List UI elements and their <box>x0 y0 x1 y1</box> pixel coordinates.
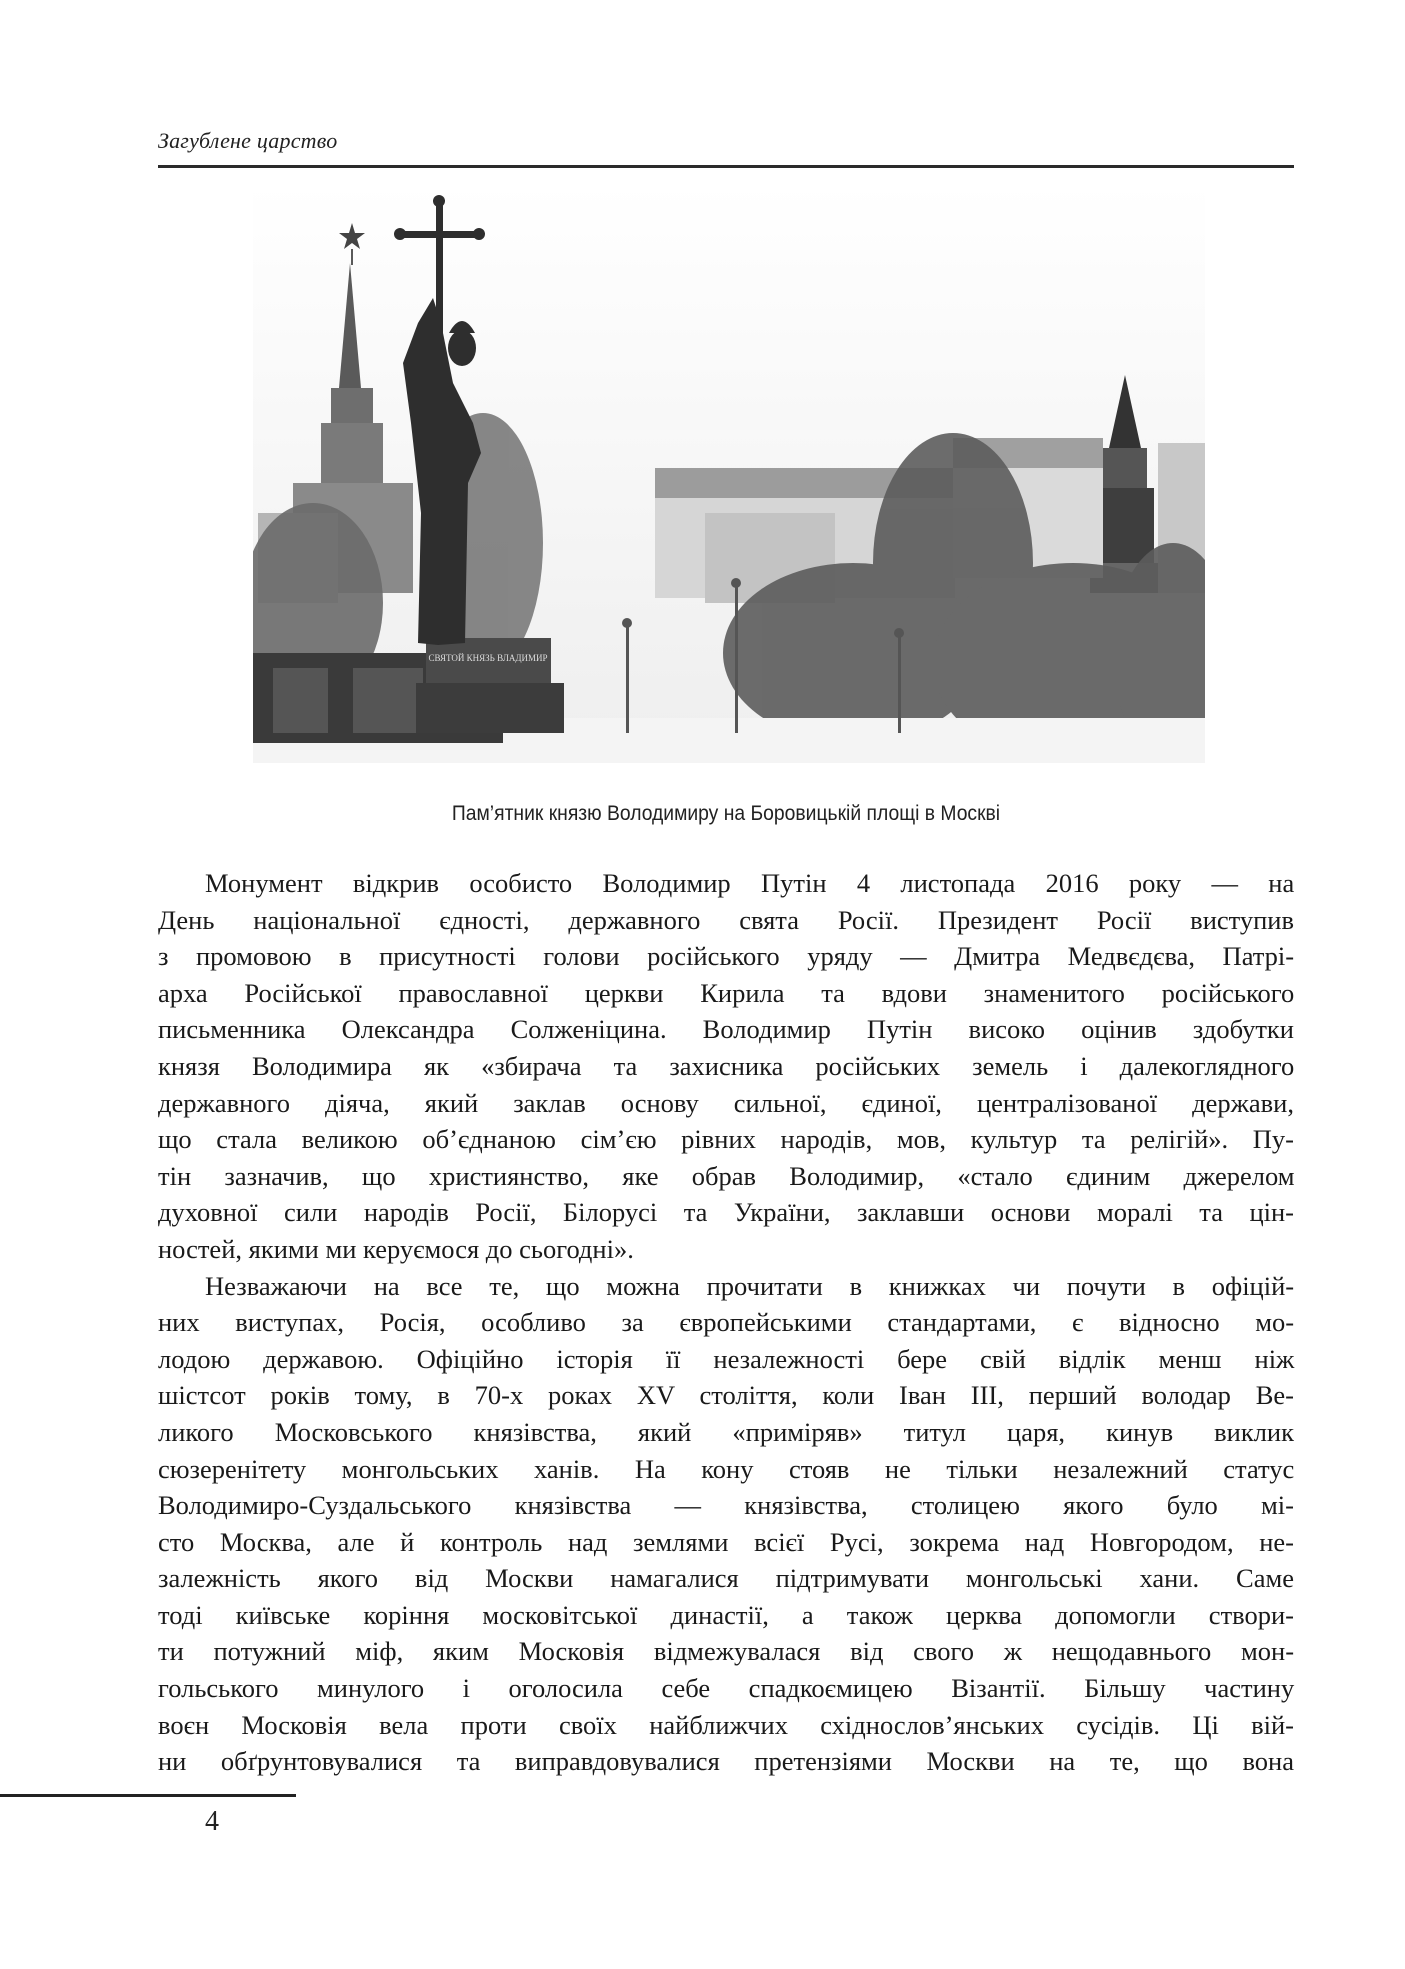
paragraph-1 <box>158 865 1294 1268</box>
footer-rule <box>0 1794 296 1797</box>
text-line: арха Російської православної церкви Кирила та вдови знаменитого російського <box>158 977 1295 1008</box>
text-line: ликого Московського князівства, який «приміряв» титул царя, кинув виклик <box>158 1416 1294 1447</box>
text-line: тін зазначив, що християнство, яке обрав Володимир, «стало єдиним джерелом <box>158 1160 1295 1191</box>
text-line: Володимиро-Суздальського князівства — князівства, столицею якого було мі- <box>158 1490 1294 1521</box>
text-line: державного діяча, який заклав основу сильної, єдиної, централізованої держави, <box>158 1087 1294 1118</box>
body-text <box>158 865 1294 1780</box>
text-line: Монумент відкрив особисто Володимир Путін 4 листопада 2016 року — на <box>205 868 1295 898</box>
text-line: ностей, якими ми керуємося до сьогодні». <box>158 1233 634 1264</box>
paragraph-2 <box>158 1268 1294 1780</box>
text-line: лодою державою. Офіційно історія її незалежності бере свій відлік менш ніж <box>158 1343 1295 1374</box>
page-number: 4 <box>205 1806 219 1837</box>
text-line: шістсот років тому, в 70-х роках XV століття, коли Іван III, перший володар Ве- <box>158 1380 1294 1411</box>
text-line: духовної сили народів Росії, Білорусі та України, заклавши основи моралі та цін- <box>158 1197 1294 1228</box>
text-line: сто Москва, але й контроль над землями всієї Русі, зокрема над Новгородом, не- <box>158 1526 1294 1557</box>
running-head-title: Загублене царство <box>158 128 338 153</box>
text-line: залежність якого від Москви намагалися підтримувати монгольські хани. Саме <box>158 1563 1294 1594</box>
text-line: що стала великою об’єднаною сім’єю рівних народів, мов, культур та релігій». Пу- <box>158 1124 1294 1155</box>
text-line: ни обґрунтовувалися та виправдовувалися претензіями Москви на те, що вона <box>158 1746 1294 1777</box>
text-line: ти потужний міф, яким Московія відмежувалася від свого ж нещодавнього мон- <box>158 1636 1295 1667</box>
monument-photo <box>253 183 1205 763</box>
monument-photo-illustration <box>253 183 1205 763</box>
text-line: них виступах, Росія, особливо за європейськими стандартами, є відносно мо- <box>158 1307 1295 1338</box>
text-line: князя Володимира як «збирача та захисника російських земель і далекоглядного <box>158 1050 1295 1081</box>
text-line: з промовою в присутності голови російського уряду — Дмитра Медвєдєва, Патрі- <box>158 941 1295 972</box>
text-line: День національної єдності, державного свята Росії. Президент Росії виступив <box>158 904 1294 935</box>
text-line: Незважаючи на все те, що можна прочитати в книжках чи почути в офіцій- <box>205 1270 1295 1301</box>
text-line: письменника Олександра Солженіцина. Володимир Путін високо оцінив здобутки <box>158 1014 1294 1045</box>
pedestal-inscription: СВЯТОЙ КНЯЗЬ ВЛАДИМИР <box>428 653 548 663</box>
text-line: воєн Московія вела проти своїх найближчих східнослов’янських сусідів. Ці вій- <box>158 1709 1294 1740</box>
figure-caption: Пам’ятник князю Володимиру на Боровицькій площі в Москві <box>451 802 1001 825</box>
header-rule <box>158 165 1294 168</box>
text-line: сюзеренітету монгольських ханів. На кону стояв не тільки незалежний статус <box>158 1453 1295 1484</box>
text-line: тоді київське коріння московітської династії, а також церква допомогли створи- <box>158 1599 1294 1630</box>
text-line: гольського минулого і оголосила себе спадкоємицею Візантії. Більшу частину <box>158 1673 1295 1704</box>
